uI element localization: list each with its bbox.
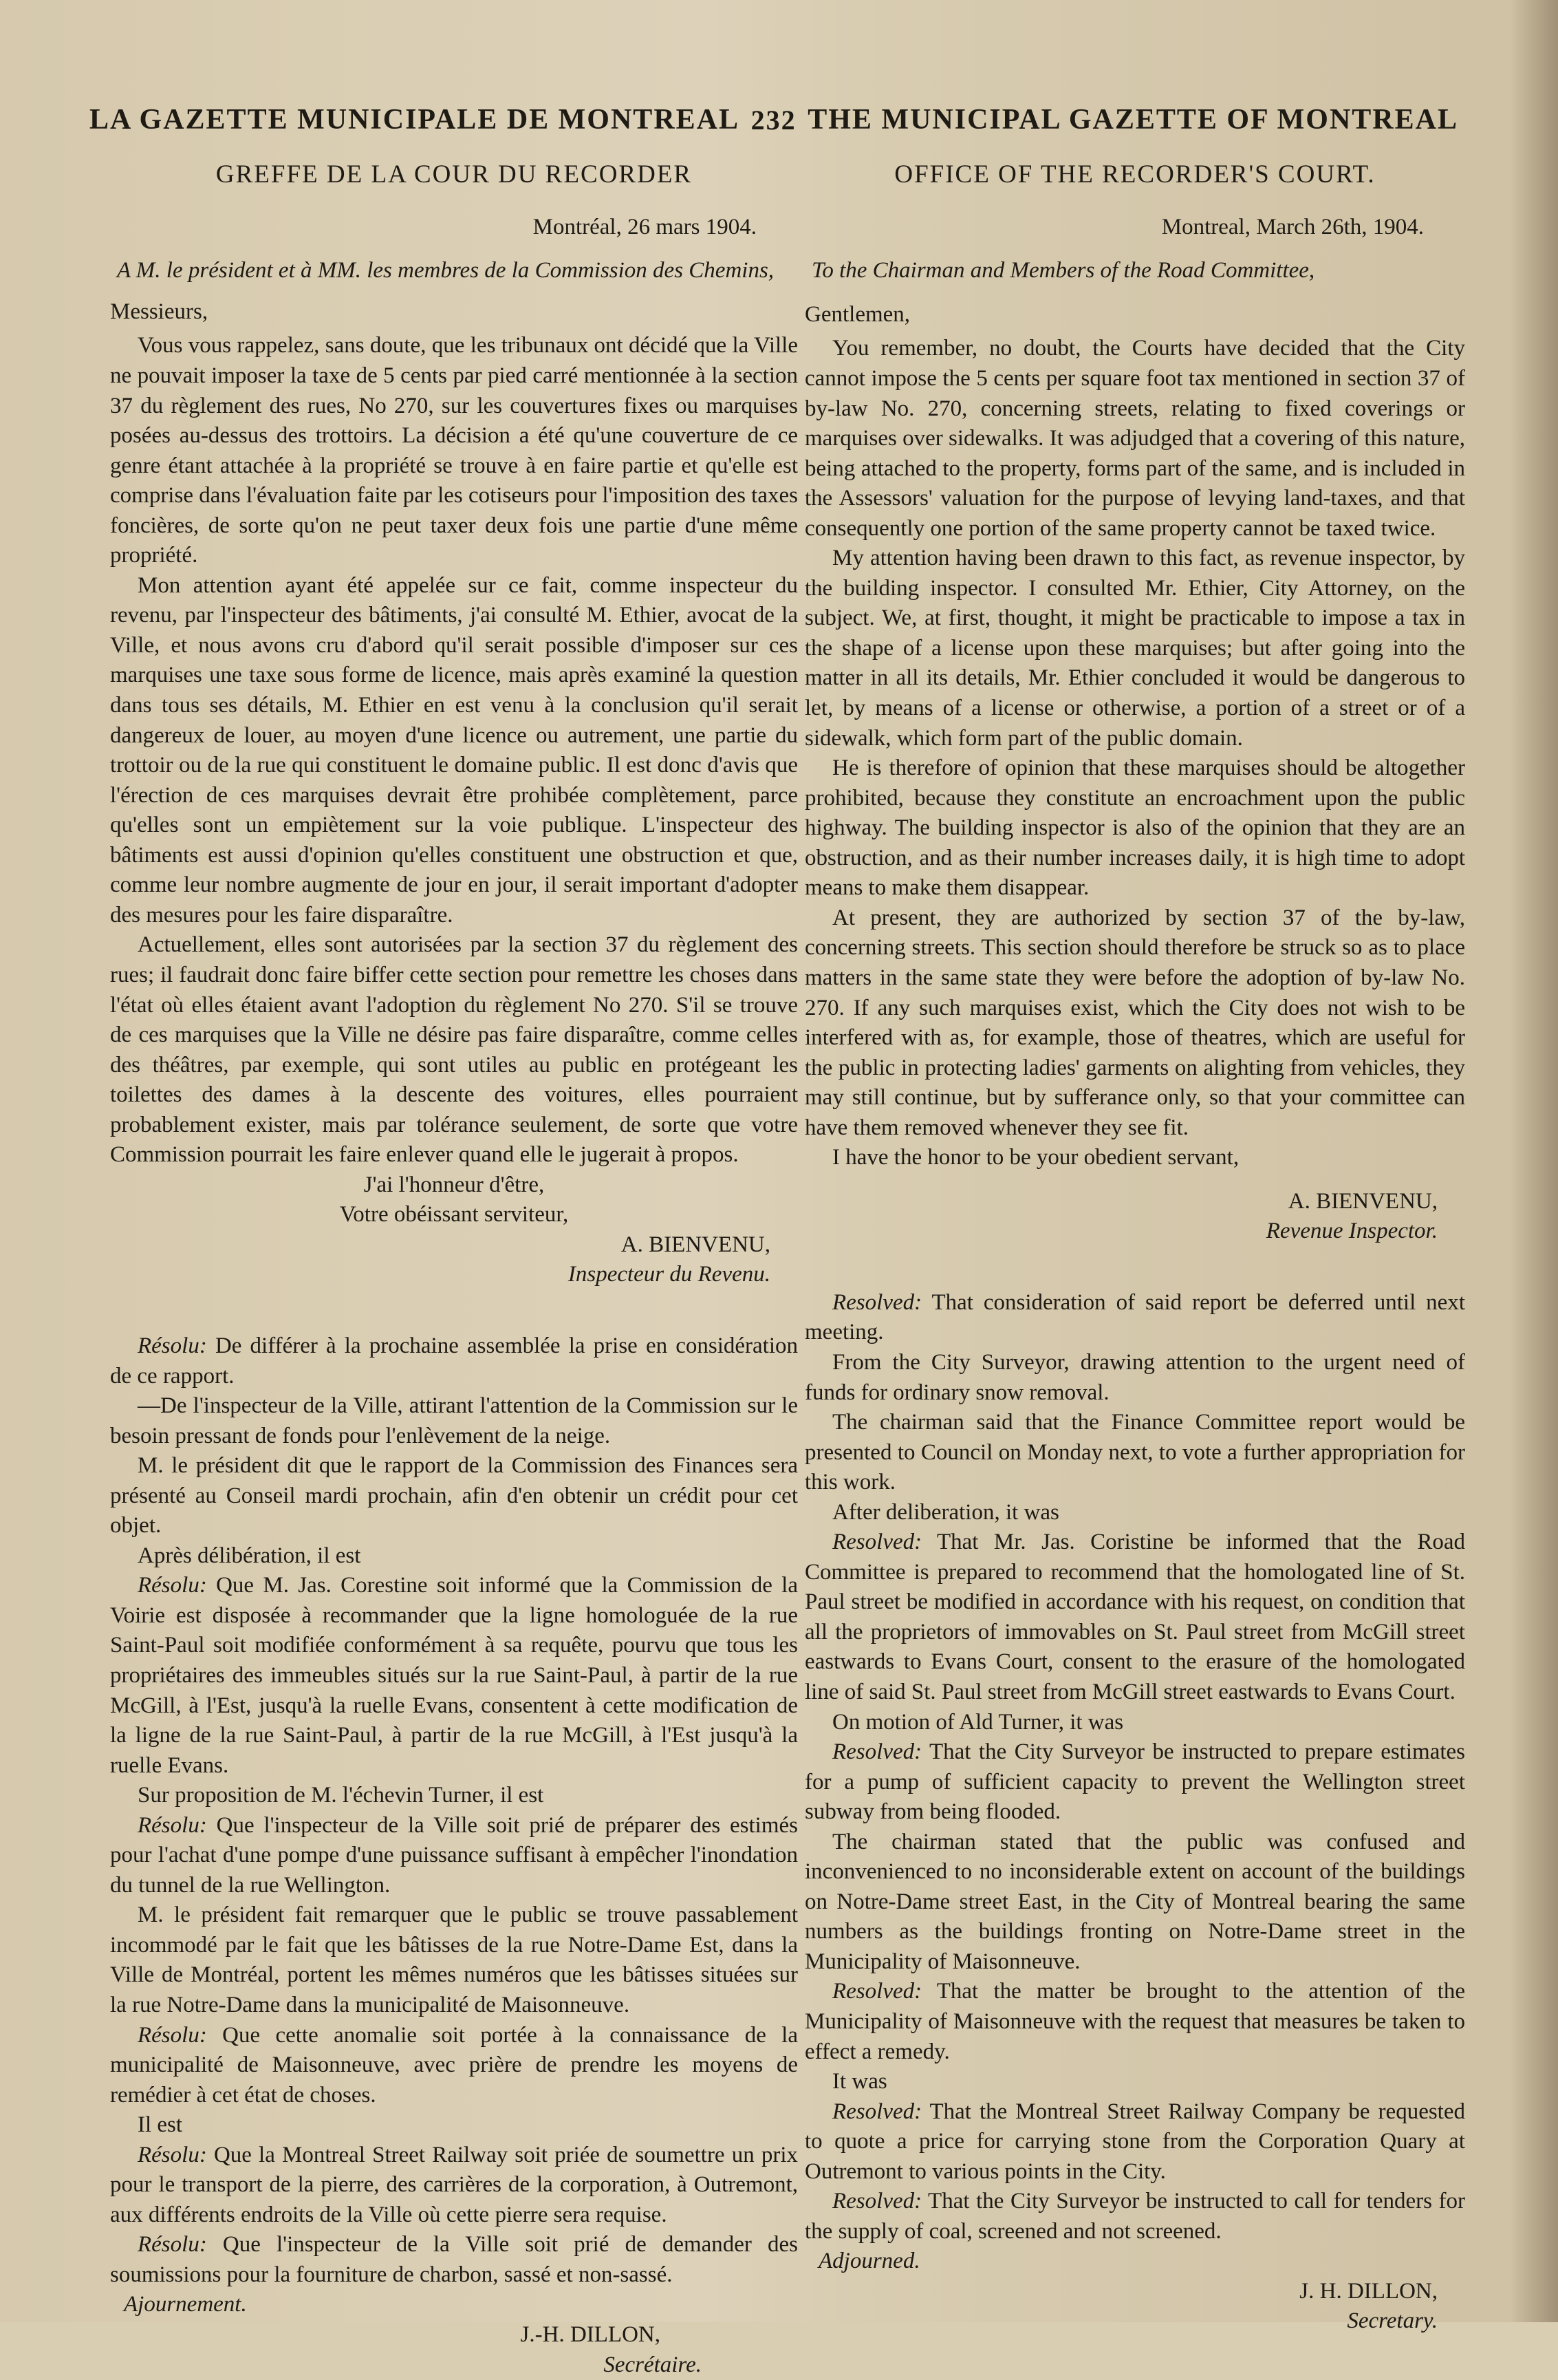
english-section-title: OFFICE OF THE RECORDER'S COURT. [894,160,1376,189]
page-number: 232 [750,105,797,136]
english-minute [805,1977,1465,2067]
minute-text: That consideration of said report be deferred until next meeting. [805,1289,1465,1345]
english-minute [805,1348,1465,1408]
french-minute [110,2141,798,2231]
french-closing: J'ai l'honneur d'être, [363,1172,545,1197]
english-paragraph: At present, they are authorized by section 37 of the by-law, concerning streets. This section should therefore be struck so as to place matters in the same state they were before the adoption of by-law No. 270. If any such marquises exist, which the City does not wish to be interfered with as, for example, those of theatres, which are useful for the public in protecting ladies' garments on alighting from vehicles, they may still continue, but by sufferance only, so that your committee can have them removed whenever they see fit. [805,905,1465,1140]
minute-text: On motion of Ald Turner, it was [832,1709,1124,1735]
french-address: A M. le président et à MM. les membres de la Commission des Chemins, [117,258,775,283]
french-signer-role: Inspecteur du Revenu. [567,1262,770,1287]
french-paragraph: Mon attention ayant été appelée sur ce fait, comme inspecteur du revenu, par l'inspecteur des bâtiments, j'ai consulté M. Ethier, avocat de la Ville, et nous avons cru d'abord qu'il serait possible d'imposer sur ces marquises une taxe sous forme de licence, mais après examiné la question dans tous ses détails, M. Ethier en est venu à la conclusion qu'il serait dangereux de louer, au moyen d'une licence ou autrement, une partie du trottoir ou de la rue qui constituent le domaine public. Il est donc d'avis que l'érection de ces marquises devrait être prohibée complètement, parce qu'elles sont un empiètement sur la voie publique. L'inspecteur des bâtiments est aussi d'opinion qu'elles constituent une obstruction et que, comme leur nombre augmente de jour en jour, il serait important d'adopter des mesures pour les faire disparaître. [110,572,798,928]
french-salutation: Messieurs, [110,299,208,324]
english-minute [805,1288,1465,1348]
minute-text: That the Montreal Street Railway Company be requested to quote a price for carrying stone from the Corporation Quary at Outremont to various points in the City. [805,2099,1465,2184]
english-minute [805,1408,1465,1498]
french-secretary-role: Secrétaire. [603,2352,702,2377]
english-secretary-role: Secretary. [1347,2308,1438,2334]
french-minute [110,1391,798,1451]
minute-text: Sur proposition de M. l'échevin Turner, il est [138,1783,544,1808]
minute-text: It was [832,2069,887,2094]
minute-label: Résolu: [138,2022,207,2048]
french-minute [110,1571,798,1781]
minute-label: Résolu: [138,1812,207,1838]
french-paragraph: Actuellement, elles sont autorisées par la section 37 du règlement des rues; il faudrait donc faire biffer cette section pour remettre les choses dans l'état où elles étaient avant l'adoption du règlement No 270. S'il se trouve de ces marquises que la Ville ne désire pas faire disparaître, comme celles des théâtres, par exemple, qui sont utiles au public en protégeant les toilettes des dames à la descente des voitures, elles pourraient probablement exister, mais par tolérance seulement, de sorte que votre Commission pourrait les faire enlever quand elle le jugerait à propos. [110,932,798,1168]
french-column [110,158,798,2380]
running-header [89,88,1458,136]
english-signer: A. BIENVENU, [1288,1188,1438,1214]
minute-text: M. le président fait remarquer que le public se trouve passablement incommodé par le fait que les bâtisses de la rue Notre-Dame Est, dans la Ville de Montréal, portent les mêmes numéros que les bâtisses situées sur la rue Notre-Dame dans la municipalité de Maisonneuve. [110,1902,798,2017]
english-minute [805,1498,1465,1528]
header-english-title: THE MUNICIPAL GAZETTE OF MONTREAL [808,104,1458,136]
french-section-title: GREFFE DE LA COUR DU RECORDER [215,160,693,189]
minute-label: Resolved: [832,2189,922,2214]
english-paragraph: I have the honor to be your obedient servant, [832,1145,1240,1170]
english-minute [805,1527,1465,1707]
minute-text: That the City Surveyor be instructed to call for tenders for the supply of coal, screened and not screened. [805,2189,1465,2244]
french-minute [110,2110,798,2141]
english-paragraph: He is therefore of opinion that these marquises should be altogether prohibited, because they constitute an encroachment upon the public highway. The building inspector is also of the opinion that they are an obstruction, and as their number increases daily, it is high time to adopt means to make them disappear. [805,755,1465,901]
minute-text: That the matter be brought to the attention of the Municipality of Maisonneuve with the request that measures be taken to effect a remedy. [805,1979,1465,2064]
minute-text: After deliberation, it was [832,1499,1059,1525]
minute-label: Résolu: [138,2142,207,2167]
english-date: Montreal, March 26th, 1904. [1161,214,1424,239]
minute-text: From the City Surveyor, drawing attention to the urgent need of funds for ordinary snow removal. [805,1349,1465,1405]
english-minute [805,2067,1465,2097]
english-minute [805,1737,1465,1827]
french-minute [110,2021,798,2111]
minute-text: That Mr. Jas. Coristine be informed that the Road Committee is prepared to recommend that the homologated line of St. Paul street be modified in accordance with his request, on condition that all the proprietors of immovables on St. Paul street from McGill street eastwards to Evans Court, consent to the erasure of the homologated line of said St. Paul street from McGill street eastwards to Evans Court. [805,1530,1465,1704]
french-minute [110,1331,798,1391]
minute-text: M. le président dit que le rapport de la Commission des Finances sera présenté au Conseil mardi prochain, afin d'en obtenir un crédit pour cet objet. [110,1453,798,1539]
english-paragraph: My attention having been drawn to this fact, as revenue inspector, by the building inspector. I consulted Mr. Ethier, City Attorney, on the subject. We, at first, thought, it might be practicable to impose a tax in the shape of a license upon these marquises; but after going into the matter in all its details, Mr. Ethier concluded it would be dangerous to let, by means of a license or otherwise, a portion of a street or of a sidewalk, which form part of the public domain. [805,546,1465,751]
french-signer: A. BIENVENU, [620,1232,770,1257]
english-adjourned: Adjourned. [819,2249,920,2274]
minute-text: Il est [138,2112,183,2138]
english-minute [805,2097,1465,2187]
minute-text: Après délibération, il est [138,1543,361,1568]
english-minute [805,1708,1465,1738]
french-paragraph: Vous vous rappelez, sans doute, que les tribunaux ont décidé que la Ville ne pouvait imposer la taxe de 5 cents par pied carré mentionnée à la section 37 du règlement des rues, No 270, sur les couvertures fixes ou marquises posées au-dessus des trottoirs. La décision a été qu'une couverture de ce genre étant attachée à la propriété se trouve à en faire partie et qu'elle est comprise dans l'évaluation faite par les cotiseurs pour l'imposition des taxes foncières, de sorte qu'on ne peut taxer deux fois une partie d'une même propriété. [110,333,798,568]
minute-text: Que M. Jas. Corestine soit informé que la Commission de la Voirie est disposée à recommander que la ligne homologuée de la rue Saint-Paul soit modifiée conformément à sa requête, pourvu que tous les propriétaires des immeubles situés sur la rue Saint-Paul, à partir de la rue McGill, à l'Est, jusqu'à la ruelle Evans, consentent à cette modification de la ligne de la rue Saint-Paul, à partir de la rue McGill, à l'Est jusqu'à la ruelle Evans. [110,1573,798,1778]
french-date: Montréal, 26 mars 1904. [532,214,757,239]
minute-text: The chairman said that the Finance Committee report would be presented to Council on Monday next, to vote a further appropriation for this work. [805,1410,1465,1495]
header-french-title: LA GAZETTE MUNICIPALE DE MONTREAL [89,104,740,136]
french-minute [110,1541,798,1572]
french-minute [110,2230,798,2290]
french-minute [110,1781,798,1811]
minute-text: That the City Surveyor be instructed to prepare estimates for a pump of sufficient capacity to prevent the Wellington street subway from being flooded. [805,1739,1465,1825]
minute-text: Que cette anomalie soit portée à la connaissance de la municipalité de Maisonneuve, avec prière de prendre les moyens de remédier à cet état de choses. [110,2022,798,2108]
minute-text: Que l'inspecteur de la Ville soit prié de demander des soumissions pour la fourniture de charbon, sassé et non-sassé. [110,2232,798,2287]
english-signer-role: Revenue Inspector. [1266,1219,1438,1244]
english-minute [805,1827,1465,1977]
english-paragraph: You remember, no doubt, the Courts have decided that the City cannot impose the 5 cents per square foot tax mentioned in section 37 of by-law No. 270, concerning streets, relating to fixed coverings or marquises over sidewalks. It was adjudged that a covering of this nature, being attached to the property, forms part of the same, and is included in the Assessors' valuation for the purpose of levying land-taxes, and that consequently one portion of the same property cannot be taxed twice. [805,336,1465,541]
french-closing: Votre obéissant serviteur, [339,1202,569,1227]
minute-label: Resolved: [832,2099,922,2124]
french-secretary: J.-H. DILLON, [520,2322,660,2348]
english-secretary: J. H. DILLON, [1299,2278,1438,2304]
minute-label: Resolved: [832,1739,922,1765]
minute-label: Résolu: [138,1573,207,1598]
english-salutation: Gentlemen, [805,301,911,327]
english-address: To the Chairman and Members of the Road Committee, [812,258,1315,283]
minute-text: De différer à la prochaine assemblée la prise en considération de ce rapport. [110,1333,798,1389]
french-minute [110,1451,798,1541]
minute-text: —De l'inspecteur de la Ville, attirant l'attention de la Commission sur le besoin pressant de fonds pour l'enlèvement de la neige. [110,1393,798,1448]
minute-label: Résolu: [138,1333,207,1358]
french-minute [110,1811,798,1901]
minute-label: Resolved: [832,1289,922,1315]
french-minute [110,1900,798,2020]
minute-text: The chairman stated that the public was confused and inconvenienced to no inconsiderable extent on account of the buildings on Notre-Dame street East, in the City of Montreal bearing the same numbers as the buildings fronting on Notre-Dame street in the Municipality of Maisonneuve. [805,1829,1465,1974]
french-adjourned: Ajournement. [124,2292,247,2317]
minute-text: Que l'inspecteur de la Ville soit prié de préparer des estimés pour l'achat d'une pompe d'une puissance suffisant à empêcher l'inondation du tunnel de la rue Wellington. [110,1812,798,1898]
minute-label: Resolved: [832,1530,922,1555]
english-column [805,158,1465,2337]
minute-label: Resolved: [832,1979,922,2004]
minute-label: Résolu: [138,2232,207,2258]
minute-text: Que la Montreal Street Railway soit priée de soumettre un prix pour le transport de la pierre, des carrières de la corporation, à Outremont, aux différents endroits de la Ville où cette pierre sera requise. [110,2142,798,2227]
english-minute [805,2187,1465,2247]
